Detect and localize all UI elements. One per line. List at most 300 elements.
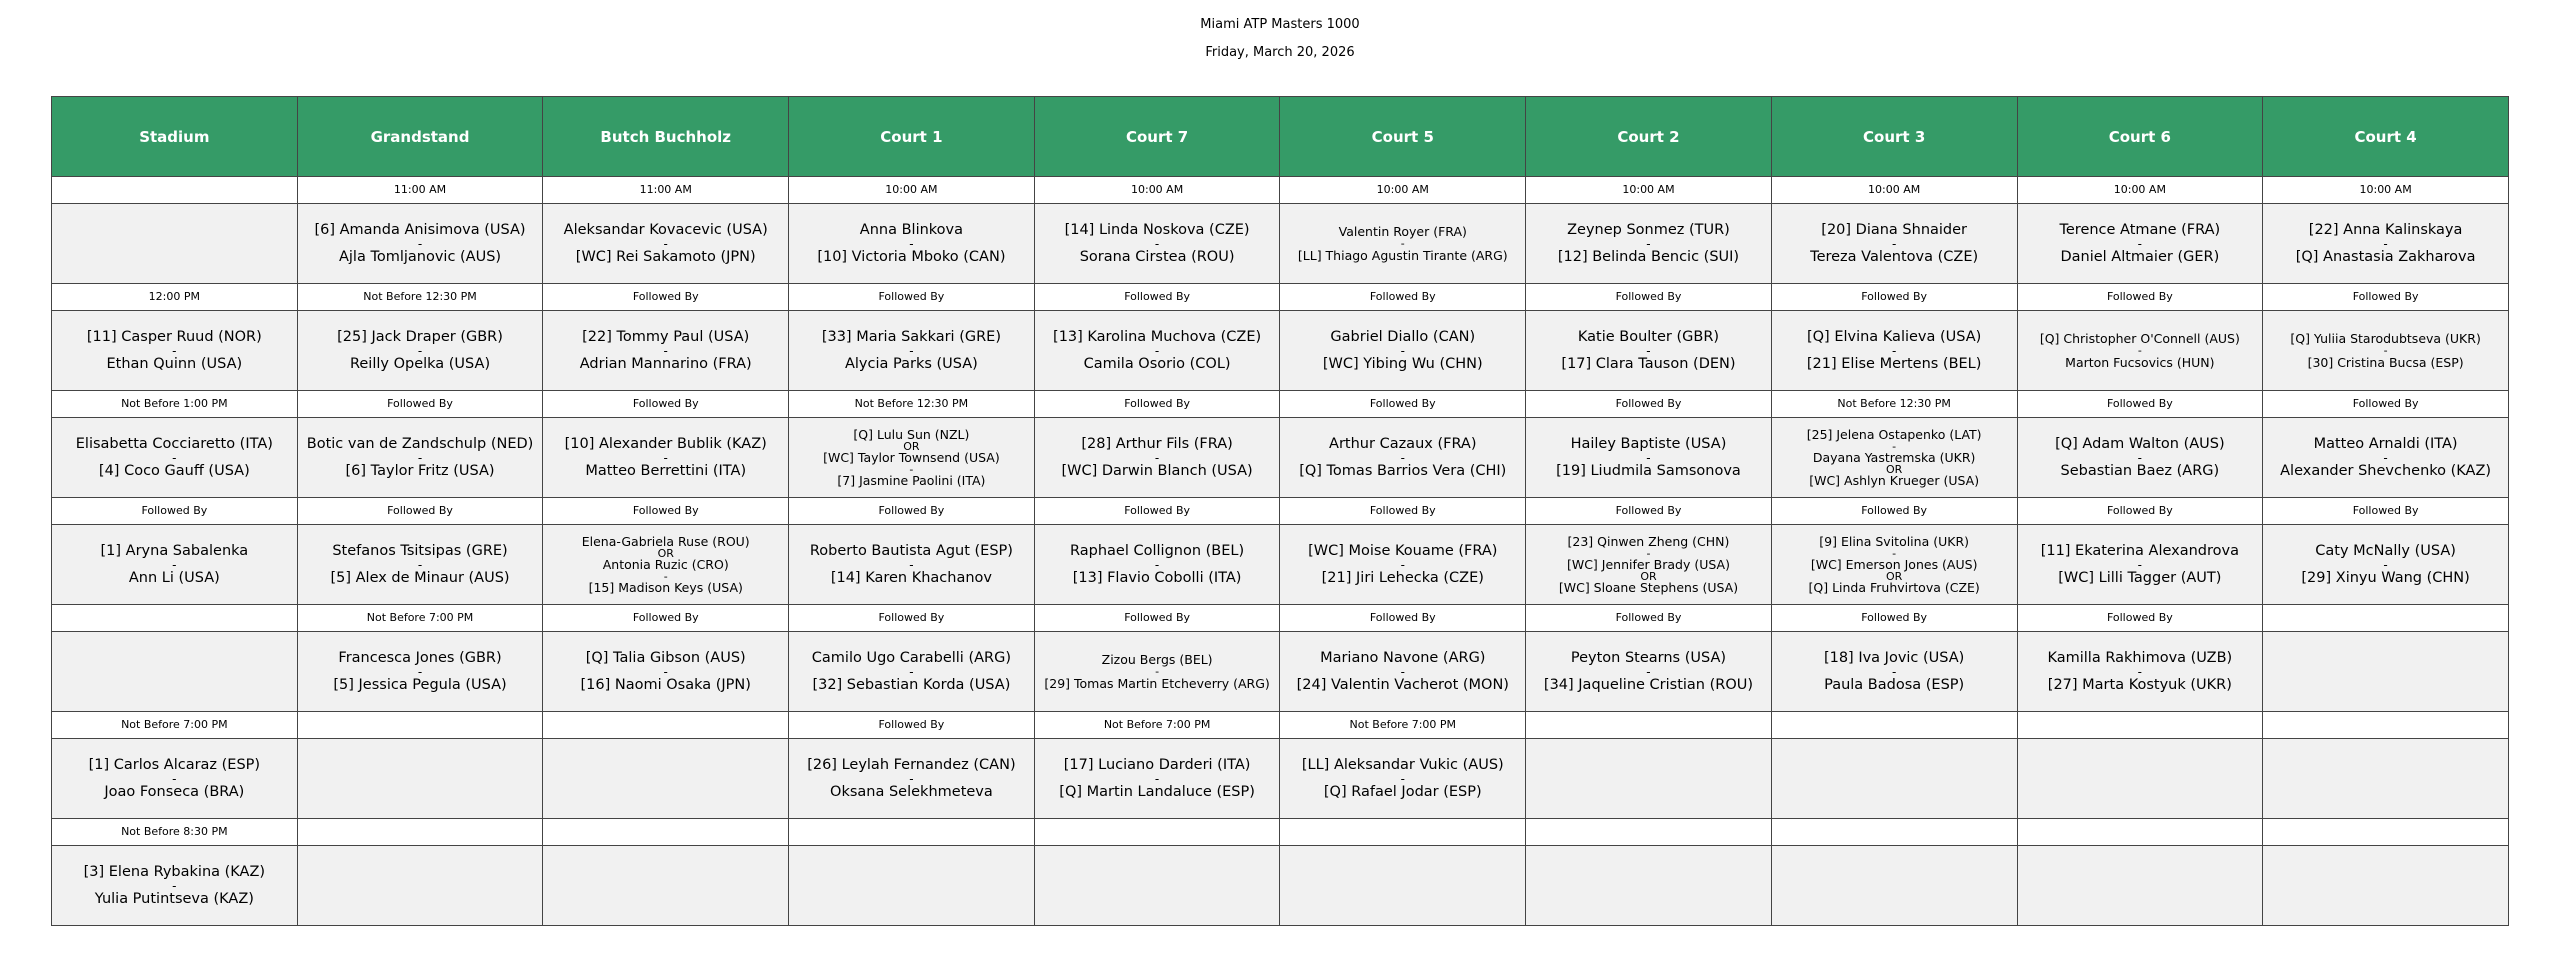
player-name: Kamilla Rakhimova (UZB)	[2047, 649, 2233, 666]
or-separator: OR	[903, 439, 920, 453]
match-cell	[543, 204, 789, 284]
time-slot-row	[52, 498, 2509, 525]
player-name: Zeynep Sonmez (TUR)	[1567, 221, 1730, 238]
versus-separator: -	[1646, 236, 1651, 251]
match-cell	[543, 418, 789, 498]
match-cell	[1771, 204, 2017, 284]
match-cell	[543, 525, 789, 605]
versus-separator: -	[663, 569, 668, 583]
start-time	[1280, 819, 1526, 846]
time-slot-row	[52, 819, 2509, 846]
versus-separator: -	[1646, 546, 1651, 560]
player-name: [13] Karolina Muchova (CZE)	[1053, 328, 1262, 345]
start-time: Followed By	[1034, 605, 1280, 632]
player-name: [WC] Lilli Tagger (AUT)	[2058, 569, 2222, 586]
start-time: Followed By	[1771, 605, 2017, 632]
player-name: Sebastian Baez (ARG)	[2060, 462, 2220, 479]
player-name: Adrian Mannarino (FRA)	[579, 355, 752, 372]
match-cell	[1526, 739, 1772, 819]
match-cell	[2263, 311, 2509, 391]
versus-separator: -	[1646, 450, 1651, 465]
player-name: [26] Leylah Fernandez (CAN)	[807, 756, 1016, 773]
player-name: Elisabetta Cocciaretto (ITA)	[75, 435, 273, 452]
match-cell	[297, 846, 543, 926]
versus-separator: -	[909, 664, 914, 679]
start-time: Not Before 7:00 PM	[52, 712, 298, 739]
match-cell	[789, 311, 1035, 391]
player-name: [1] Aryna Sabalenka	[100, 542, 249, 559]
player-name: [WC] Darwin Blanch (USA)	[1061, 462, 1253, 479]
start-time: Not Before 12:30 PM	[297, 284, 543, 311]
versus-separator: -	[1891, 236, 1897, 251]
player-name: [23] Qinwen Zheng (CHN)	[1567, 533, 1730, 549]
versus-separator: -	[2137, 557, 2143, 572]
or-separator: OR	[657, 546, 674, 560]
match-cell	[543, 632, 789, 712]
start-time	[543, 819, 789, 846]
start-time: Followed By	[789, 605, 1035, 632]
versus-separator: -	[909, 343, 914, 358]
match-cell	[297, 525, 543, 605]
versus-separator: -	[1155, 665, 1160, 678]
time-slot-row	[52, 177, 2509, 204]
start-time: Followed By	[1771, 284, 2017, 311]
player-name: [15] Madison Keys (USA)	[588, 579, 743, 595]
player-name: Camila Osorio (COL)	[1083, 355, 1231, 372]
match-cell	[1526, 846, 1772, 926]
player-name: Roberto Bautista Agut (ESP)	[809, 542, 1013, 559]
start-time: 11:00 AM	[543, 177, 789, 204]
or-separator: OR	[1640, 569, 1657, 583]
match-cell	[2017, 632, 2263, 712]
player-name: [17] Clara Tauson (DEN)	[1561, 355, 1736, 372]
start-time	[1526, 712, 1772, 739]
player-name: [6] Taylor Fritz (USA)	[345, 462, 495, 479]
versus-separator: -	[1891, 664, 1897, 679]
match-cell	[1034, 846, 1280, 926]
start-time: Not Before 7:00 PM	[297, 605, 543, 632]
player-name: [WC] Ashlyn Krueger (USA)	[1809, 472, 1980, 488]
start-time: 10:00 AM	[1280, 177, 1526, 204]
court-header: Court 2	[1526, 97, 1772, 177]
player-name: [WC] Jennifer Brady (USA)	[1566, 556, 1730, 572]
player-name: Elena-Gabriela Ruse (ROU)	[581, 533, 750, 549]
versus-separator: -	[1892, 439, 1897, 453]
court-header: Court 4	[2263, 97, 2509, 177]
versus-separator: -	[2383, 557, 2388, 572]
start-time: Followed By	[1526, 284, 1772, 311]
court-header: Court 7	[1034, 97, 1280, 177]
start-time	[52, 605, 298, 632]
match-cell	[2017, 846, 2263, 926]
start-time	[2263, 605, 2509, 632]
player-name: Aleksandar Kovacevic (USA)	[563, 221, 768, 238]
match-cell	[1034, 418, 1280, 498]
player-name: Caty McNally (USA)	[2315, 542, 2456, 559]
versus-separator: -	[663, 343, 668, 358]
player-name: [13] Flavio Cobolli (ITA)	[1072, 569, 1242, 586]
versus-separator: -	[172, 771, 177, 786]
match-cell	[1526, 632, 1772, 712]
player-name: [Q] Rafael Jodar (ESP)	[1323, 783, 1482, 800]
match-cell	[1526, 525, 1772, 605]
player-name: [WC] Emerson Jones (AUS)	[1810, 556, 1978, 572]
start-time	[2017, 819, 2263, 846]
player-name: [3] Elena Rybakina (KAZ)	[83, 863, 266, 880]
match-cell	[1280, 418, 1526, 498]
player-name: [WC] Taylor Townsend (USA)	[823, 449, 1000, 465]
player-name: [24] Valentin Vacherot (MON)	[1296, 676, 1509, 693]
start-time: 10:00 AM	[1771, 177, 2017, 204]
match-cell	[1034, 525, 1280, 605]
start-time: Followed By	[1771, 498, 2017, 525]
player-name: [Q] Adam Walton (AUS)	[2055, 435, 2225, 452]
or-separator: OR	[1886, 569, 1903, 583]
or-separator: OR	[1886, 462, 1903, 476]
start-time	[1034, 819, 1280, 846]
match-cell	[2263, 846, 2509, 926]
player-name: [22] Tommy Paul (USA)	[582, 328, 750, 345]
player-name: Stefanos Tsitsipas (GRE)	[332, 542, 508, 559]
match-cell	[2017, 525, 2263, 605]
player-name: [Q] Martin Landaluce (ESP)	[1059, 783, 1255, 800]
time-slot-row	[52, 712, 2509, 739]
start-time: Followed By	[543, 284, 789, 311]
versus-separator: -	[1154, 557, 1160, 572]
versus-separator: -	[909, 236, 914, 251]
player-name: Paula Badosa (ESP)	[1824, 676, 1965, 693]
start-time	[1526, 819, 1772, 846]
start-time: 10:00 AM	[2017, 177, 2263, 204]
court-header: Court 1	[789, 97, 1035, 177]
player-name: [LL] Thiago Agustin Tirante (ARG)	[1297, 248, 1508, 263]
player-name: [20] Diana Shnaider	[1821, 221, 1968, 238]
versus-separator: -	[2137, 236, 2143, 251]
start-time: Followed By	[2017, 605, 2263, 632]
start-time: Followed By	[1280, 391, 1526, 418]
start-time	[1771, 712, 2017, 739]
versus-separator: -	[1154, 450, 1160, 465]
player-name: Oksana Selekhmeteva	[830, 783, 993, 800]
player-name: [22] Anna Kalinskaya	[2308, 221, 2463, 238]
player-name: Ajla Tomljanovic (AUS)	[338, 248, 502, 265]
match-cell	[1034, 311, 1280, 391]
start-time: Followed By	[1526, 498, 1772, 525]
match-cell	[52, 739, 298, 819]
versus-separator: -	[2137, 450, 2143, 465]
player-name: Ann Li (USA)	[128, 569, 220, 586]
match-cell	[1771, 632, 2017, 712]
versus-separator: -	[909, 462, 914, 476]
player-name: [29] Xinyu Wang (CHN)	[2301, 569, 2470, 586]
player-name: [16] Naomi Osaka (JPN)	[580, 676, 751, 693]
versus-separator: -	[663, 450, 668, 465]
start-time: 10:00 AM	[1034, 177, 1280, 204]
schedule-date: Friday, March 20, 2026	[1205, 45, 1355, 60]
versus-separator: -	[1154, 343, 1160, 358]
start-time	[2263, 712, 2509, 739]
start-time: Followed By	[2263, 391, 2509, 418]
match-cell	[297, 311, 543, 391]
match-cell	[52, 204, 298, 284]
player-name: Marton Fucsovics (HUN)	[2065, 355, 2215, 370]
player-name: [Q] Elvina Kalieva (USA)	[1806, 328, 1982, 345]
player-name: Mariano Navone (ARG)	[1320, 649, 1486, 666]
match-cell	[1526, 311, 1772, 391]
match-cell	[1771, 418, 2017, 498]
match-cell	[1280, 739, 1526, 819]
versus-separator: -	[1400, 557, 1405, 572]
time-slot-row	[52, 391, 2509, 418]
match-cell	[297, 204, 543, 284]
versus-separator: -	[1646, 664, 1651, 679]
match-cell	[543, 739, 789, 819]
match-cell	[1034, 632, 1280, 712]
start-time: Followed By	[1034, 498, 1280, 525]
time-slot-row	[52, 284, 2509, 311]
start-time: Followed By	[789, 498, 1035, 525]
versus-separator: -	[2137, 664, 2143, 679]
versus-separator: -	[663, 664, 668, 679]
player-name: Terence Atmane (FRA)	[2059, 221, 2221, 238]
start-time: Not Before 8:30 PM	[52, 819, 298, 846]
match-cell	[52, 525, 298, 605]
match-cell	[1034, 739, 1280, 819]
start-time: Followed By	[1526, 391, 1772, 418]
versus-separator: -	[1400, 237, 1405, 250]
versus-separator: -	[2137, 344, 2142, 357]
start-time: Followed By	[2263, 498, 2509, 525]
player-name: [WC] Rei Sakamoto (JPN)	[575, 248, 756, 265]
versus-separator: -	[417, 450, 423, 465]
match-row	[52, 632, 2509, 712]
match-cell	[789, 846, 1035, 926]
start-time: Not Before 7:00 PM	[1034, 712, 1280, 739]
start-time	[52, 177, 298, 204]
player-name: [25] Jack Draper (GBR)	[337, 328, 503, 345]
start-time: Not Before 12:30 PM	[1771, 391, 2017, 418]
player-name: Sorana Cirstea (ROU)	[1079, 248, 1235, 265]
match-row	[52, 311, 2509, 391]
match-cell	[1771, 311, 2017, 391]
player-name: Tereza Valentova (CZE)	[1810, 248, 1979, 265]
match-cell	[1526, 418, 1772, 498]
player-name: Zizou Bergs (BEL)	[1101, 652, 1213, 667]
start-time: Followed By	[1280, 498, 1526, 525]
player-name: [Q] Linda Fruhvirtova (CZE)	[1808, 579, 1980, 595]
player-name: [25] Jelena Ostapenko (LAT)	[1806, 426, 1982, 442]
start-time	[2263, 819, 2509, 846]
player-name: Daniel Altmaier (GER)	[2060, 248, 2220, 265]
versus-separator: -	[1892, 546, 1897, 560]
start-time: Followed By	[1280, 605, 1526, 632]
versus-separator: -	[1646, 343, 1651, 358]
match-cell	[789, 204, 1035, 284]
player-name: [34] Jaqueline Cristian (ROU)	[1543, 676, 1754, 693]
start-time: Followed By	[297, 498, 543, 525]
court-header: Court 5	[1280, 97, 1526, 177]
player-name: [21] Elise Mertens (BEL)	[1806, 355, 1982, 372]
start-time: Not Before 1:00 PM	[52, 391, 298, 418]
player-name: [WC] Yibing Wu (CHN)	[1322, 355, 1483, 372]
start-time: 10:00 AM	[2263, 177, 2509, 204]
player-name: Yulia Putintseva (KAZ)	[94, 890, 254, 907]
player-name: Camilo Ugo Carabelli (ARG)	[811, 649, 1011, 666]
player-name: [11] Ekaterina Alexandrova	[2040, 542, 2239, 559]
match-cell	[1280, 311, 1526, 391]
player-name: Joao Fonseca (BRA)	[104, 783, 245, 800]
match-cell	[543, 846, 789, 926]
player-name: [29] Tomas Martin Etcheverry (ARG)	[1044, 676, 1270, 691]
player-name: [Q] Anastasia Zakharova	[2295, 248, 2476, 265]
versus-separator: -	[2383, 236, 2388, 251]
match-cell	[2017, 204, 2263, 284]
player-name: [Q] Talia Gibson (AUS)	[585, 649, 746, 666]
player-name: [32] Sebastian Korda (USA)	[812, 676, 1011, 693]
match-cell	[1526, 204, 1772, 284]
player-name: Matteo Berrettini (ITA)	[585, 462, 747, 479]
player-name: [Q] Tomas Barrios Vera (CHI)	[1299, 462, 1507, 479]
match-cell	[2263, 739, 2509, 819]
versus-separator: -	[909, 771, 914, 786]
player-name: [6] Amanda Anisimova (USA)	[314, 221, 526, 238]
versus-separator: -	[1154, 236, 1160, 251]
match-row	[52, 525, 2509, 605]
versus-separator: -	[1400, 771, 1405, 786]
player-name: [Q] Yuliia Starodubtseva (UKR)	[2290, 331, 2481, 346]
player-name: Alycia Parks (USA)	[844, 355, 978, 372]
player-name: [11] Casper Ruud (NOR)	[86, 328, 262, 345]
versus-separator: -	[417, 343, 423, 358]
time-slot-row	[52, 605, 2509, 632]
match-cell	[789, 525, 1035, 605]
start-time: Followed By	[1034, 391, 1280, 418]
versus-separator: -	[2383, 450, 2388, 465]
start-time: Followed By	[789, 284, 1035, 311]
start-time: Followed By	[1526, 605, 1772, 632]
start-time: Not Before 12:30 PM	[789, 391, 1035, 418]
player-name: Matteo Arnaldi (ITA)	[2313, 435, 2458, 452]
match-cell	[789, 739, 1035, 819]
player-name: [5] Alex de Minaur (AUS)	[330, 569, 510, 586]
player-name: Katie Boulter (GBR)	[1577, 328, 1720, 345]
player-name: [14] Karen Khachanov	[830, 569, 992, 586]
start-time: Followed By	[2017, 284, 2263, 311]
match-cell	[2017, 739, 2263, 819]
start-time	[789, 819, 1035, 846]
match-cell	[2017, 311, 2263, 391]
match-cell	[1280, 632, 1526, 712]
order-of-play-table	[51, 96, 2509, 926]
versus-separator: -	[417, 664, 423, 679]
match-cell	[297, 632, 543, 712]
versus-separator: -	[1400, 343, 1405, 358]
match-cell	[2263, 204, 2509, 284]
player-name: [1] Carlos Alcaraz (ESP)	[88, 756, 261, 773]
start-time: 10:00 AM	[1526, 177, 1772, 204]
player-name: [WC] Sloane Stephens (USA)	[1558, 579, 1739, 595]
player-name: [4] Coco Gauff (USA)	[98, 462, 250, 479]
court-header: Court 6	[2017, 97, 2263, 177]
court-header: Grandstand	[297, 97, 543, 177]
match-cell	[52, 632, 298, 712]
start-time: Followed By	[2017, 391, 2263, 418]
player-name: [12] Belinda Bencic (SUI)	[1557, 248, 1740, 265]
start-time: Followed By	[297, 391, 543, 418]
start-time: Followed By	[1034, 284, 1280, 311]
match-cell	[1280, 525, 1526, 605]
versus-separator: -	[1891, 343, 1897, 358]
player-name: Gabriel Diallo (CAN)	[1330, 328, 1476, 345]
match-cell	[789, 632, 1035, 712]
match-row	[52, 204, 2509, 284]
versus-separator: -	[909, 557, 914, 572]
schedule-body	[52, 177, 2509, 926]
match-cell	[2263, 418, 2509, 498]
player-name: Arthur Cazaux (FRA)	[1329, 435, 1477, 452]
player-name: Hailey Baptiste (USA)	[1570, 435, 1727, 452]
start-time: Followed By	[2017, 498, 2263, 525]
match-cell	[1771, 846, 2017, 926]
start-time: 12:00 PM	[52, 284, 298, 311]
match-row	[52, 418, 2509, 498]
player-name: Alexander Shevchenko (KAZ)	[2280, 462, 2492, 479]
player-name: Peyton Stearns (USA)	[1570, 649, 1727, 666]
versus-separator: -	[1400, 450, 1405, 465]
player-name: [17] Luciano Darderi (ITA)	[1063, 756, 1251, 773]
match-cell	[52, 846, 298, 926]
match-row	[52, 739, 2509, 819]
start-time	[297, 819, 543, 846]
player-name: Reilly Opelka (USA)	[349, 355, 491, 372]
player-name: Valentin Royer (FRA)	[1338, 224, 1467, 239]
match-cell	[1771, 525, 2017, 605]
player-name: Raphael Collignon (BEL)	[1070, 542, 1245, 559]
player-name: [10] Victoria Mboko (CAN)	[817, 248, 1006, 265]
player-name: [30] Cristina Bucsa (ESP)	[2307, 355, 2464, 370]
start-time: Followed By	[2263, 284, 2509, 311]
start-time: Followed By	[1280, 284, 1526, 311]
start-time	[1771, 819, 2017, 846]
start-time	[2017, 712, 2263, 739]
match-cell	[52, 418, 298, 498]
start-time: 11:00 AM	[297, 177, 543, 204]
start-time	[297, 712, 543, 739]
player-name: [27] Marta Kostyuk (UKR)	[2047, 676, 2232, 693]
match-cell	[1034, 204, 1280, 284]
player-name: Dayana Yastremska (UKR)	[1812, 449, 1976, 465]
match-cell	[52, 311, 298, 391]
tournament-title: Miami ATP Masters 1000	[1200, 17, 1360, 32]
player-name: Ethan Quinn (USA)	[106, 355, 243, 372]
player-name: [9] Elina Svitolina (UKR)	[1819, 533, 1970, 549]
match-cell	[297, 418, 543, 498]
versus-separator: -	[172, 450, 177, 465]
match-cell	[789, 418, 1035, 498]
start-time: 10:00 AM	[789, 177, 1035, 204]
match-cell	[2263, 525, 2509, 605]
match-cell	[1280, 846, 1526, 926]
player-name: [Q] Christopher O'Connell (AUS)	[2039, 331, 2240, 346]
start-time: Followed By	[543, 498, 789, 525]
court-header: Stadium	[52, 97, 298, 177]
player-name: [14] Linda Noskova (CZE)	[1064, 221, 1250, 238]
player-name: [LL] Aleksandar Vukic (AUS)	[1301, 756, 1504, 773]
start-time: Followed By	[52, 498, 298, 525]
match-cell	[543, 311, 789, 391]
player-name: [WC] Moise Kouame (FRA)	[1308, 542, 1498, 559]
versus-separator: -	[2383, 344, 2388, 357]
